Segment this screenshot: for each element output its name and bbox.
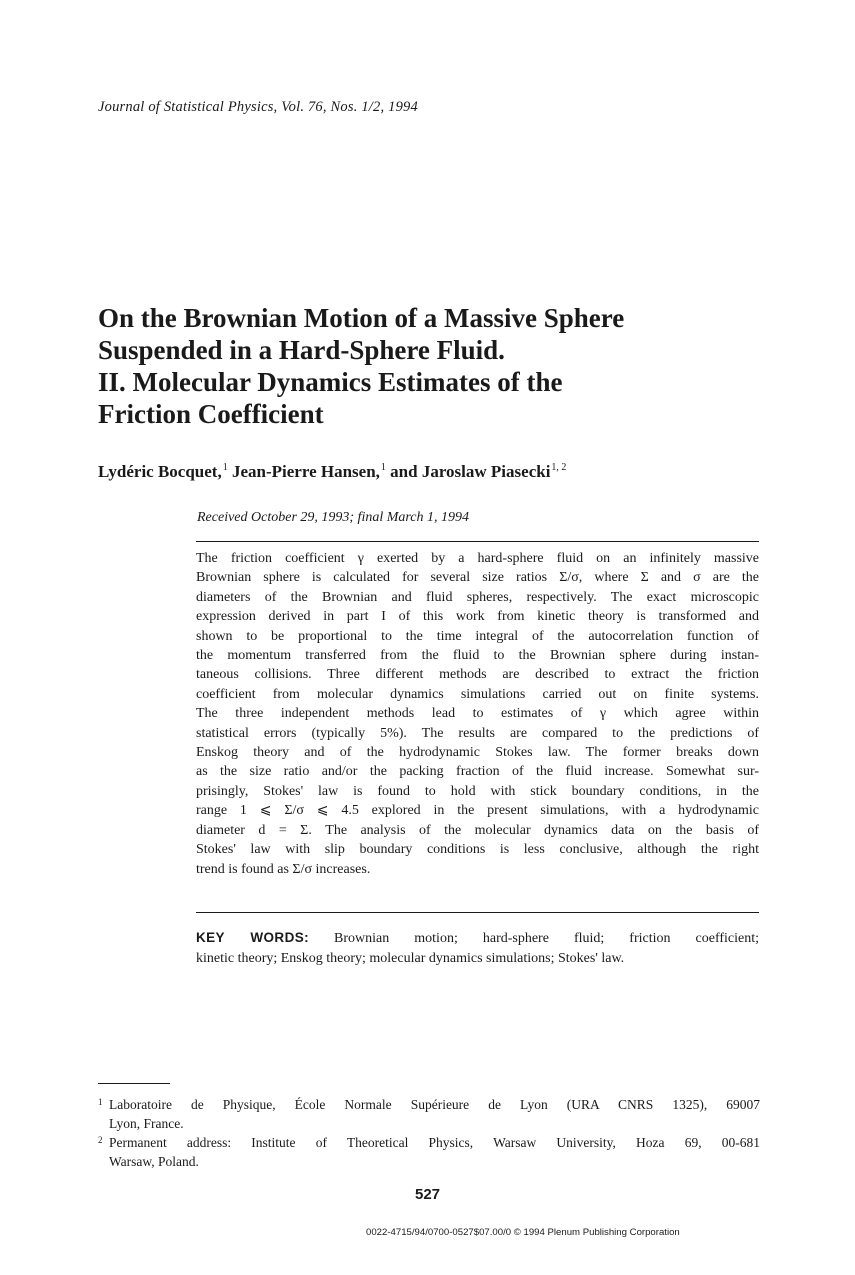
footnote-text: Permanent address: Institute of Theoretical Physics, Warsaw University, Hoza 69, 00-681 bbox=[109, 1135, 760, 1150]
author-list bbox=[98, 462, 566, 482]
abstract-line: coefficient from molecular dynamics simulations carried out on finite systems. bbox=[196, 686, 759, 702]
author-affiliation-mark: 1 bbox=[222, 462, 228, 473]
title-line: II. Molecular Dynamics Estimates of the bbox=[98, 367, 563, 397]
author-affiliation-mark: 1 bbox=[380, 462, 386, 473]
abstract-line: taneous collisions. Three different methods are described to extract the friction bbox=[196, 667, 759, 683]
title-line: On the Brownian Motion of a Massive Sphere bbox=[98, 303, 625, 333]
title-line: Suspended in a Hard-Sphere Fluid. bbox=[98, 335, 505, 365]
author-name: Jean-Pierre Hansen, bbox=[231, 462, 380, 481]
page-number: 527 bbox=[414, 1186, 441, 1203]
abstract-line: The three independent methods lead to estimates of γ which agree within bbox=[196, 706, 759, 722]
footnote bbox=[98, 1095, 760, 1133]
keywords-label: KEY WORDS: bbox=[196, 930, 310, 945]
keywords bbox=[196, 928, 759, 969]
title-line: Friction Coefficient bbox=[98, 399, 324, 429]
abstract-top-rule bbox=[196, 541, 759, 542]
keywords-text: kinetic theory; Enskog theory; molecular dynamics simulations; Stokes' law. bbox=[196, 951, 625, 966]
footnote bbox=[98, 1133, 760, 1171]
abstract-line: range 1 ⩽ Σ/σ ⩽ 4.5 explored in the present simulations, with a hydrodynamic bbox=[196, 803, 759, 819]
abstract-line: as the size ratio and/or the packing fraction of the fluid increase. Somewhat sur- bbox=[196, 764, 759, 780]
abstract-line: the momentum transferred from the fluid to the Brownian sphere during instan- bbox=[196, 648, 759, 664]
footnote-mark: 1 bbox=[98, 1097, 103, 1107]
author-affiliation-mark: 1, 2 bbox=[551, 462, 567, 473]
abstract-line: expression derived in part I of this work from kinetic theory is transformed and bbox=[196, 609, 759, 625]
received-date: Received October 29, 1993; final March 1, 1994 bbox=[197, 510, 470, 525]
author-name: and Jaroslaw Piasecki bbox=[390, 462, 551, 481]
footnote-rule bbox=[98, 1083, 170, 1084]
abstract-line: diameter d = Σ. The analysis of the molecular dynamics data on the basis of bbox=[196, 822, 759, 838]
author-name: Lydéric Bocquet, bbox=[98, 462, 222, 481]
footnote-text: Warsaw, Poland. bbox=[109, 1154, 199, 1169]
abstract-line: statistical errors (typically 5%). The results are compared to the predictions of bbox=[196, 725, 759, 741]
abstract-line: trend is found as Σ/σ increases. bbox=[196, 861, 371, 877]
abstract bbox=[196, 549, 759, 879]
paper-title bbox=[98, 302, 778, 430]
abstract-line: Stokes' law with slip boundary conditions is less conclusive, although the right bbox=[196, 842, 759, 858]
abstract-bottom-rule bbox=[196, 912, 759, 913]
footnotes bbox=[98, 1095, 760, 1171]
footnote-text: Lyon, France. bbox=[109, 1116, 184, 1131]
abstract-line: Enskog theory and of the hydrodynamic Stokes law. The former breaks down bbox=[196, 745, 759, 761]
keywords-line bbox=[196, 928, 759, 949]
copyright-line: 0022-4715/94/0700-0527$07.00/0 © 1994 Plenum Publishing Corporation bbox=[366, 1227, 680, 1238]
footnote-text: Laboratoire de Physique, École Normale Supérieure de Lyon (URA CNRS 1325), 69007 bbox=[109, 1097, 760, 1112]
footnote-mark: 2 bbox=[98, 1135, 103, 1145]
abstract-line: The friction coefficient γ exerted by a hard-sphere fluid on an infinitely massive bbox=[196, 551, 759, 566]
journal-citation: Journal of Statistical Physics, Vol. 76, Nos. 1/2, 1994 bbox=[98, 99, 418, 115]
abstract-line: prisingly, Stokes' law is found to hold with stick boundary conditions, in the bbox=[196, 783, 759, 799]
abstract-line: shown to be proportional to the time integral of the autocorrelation function of bbox=[196, 628, 759, 644]
abstract-line: Brownian sphere is calculated for several size ratios Σ/σ, where Σ and σ are the bbox=[196, 570, 759, 586]
abstract-line: diameters of the Brownian and fluid spheres, respectively. The exact microscopic bbox=[196, 589, 759, 605]
keywords-text: Brownian motion; hard-sphere fluid; friction coefficient; bbox=[334, 931, 759, 946]
